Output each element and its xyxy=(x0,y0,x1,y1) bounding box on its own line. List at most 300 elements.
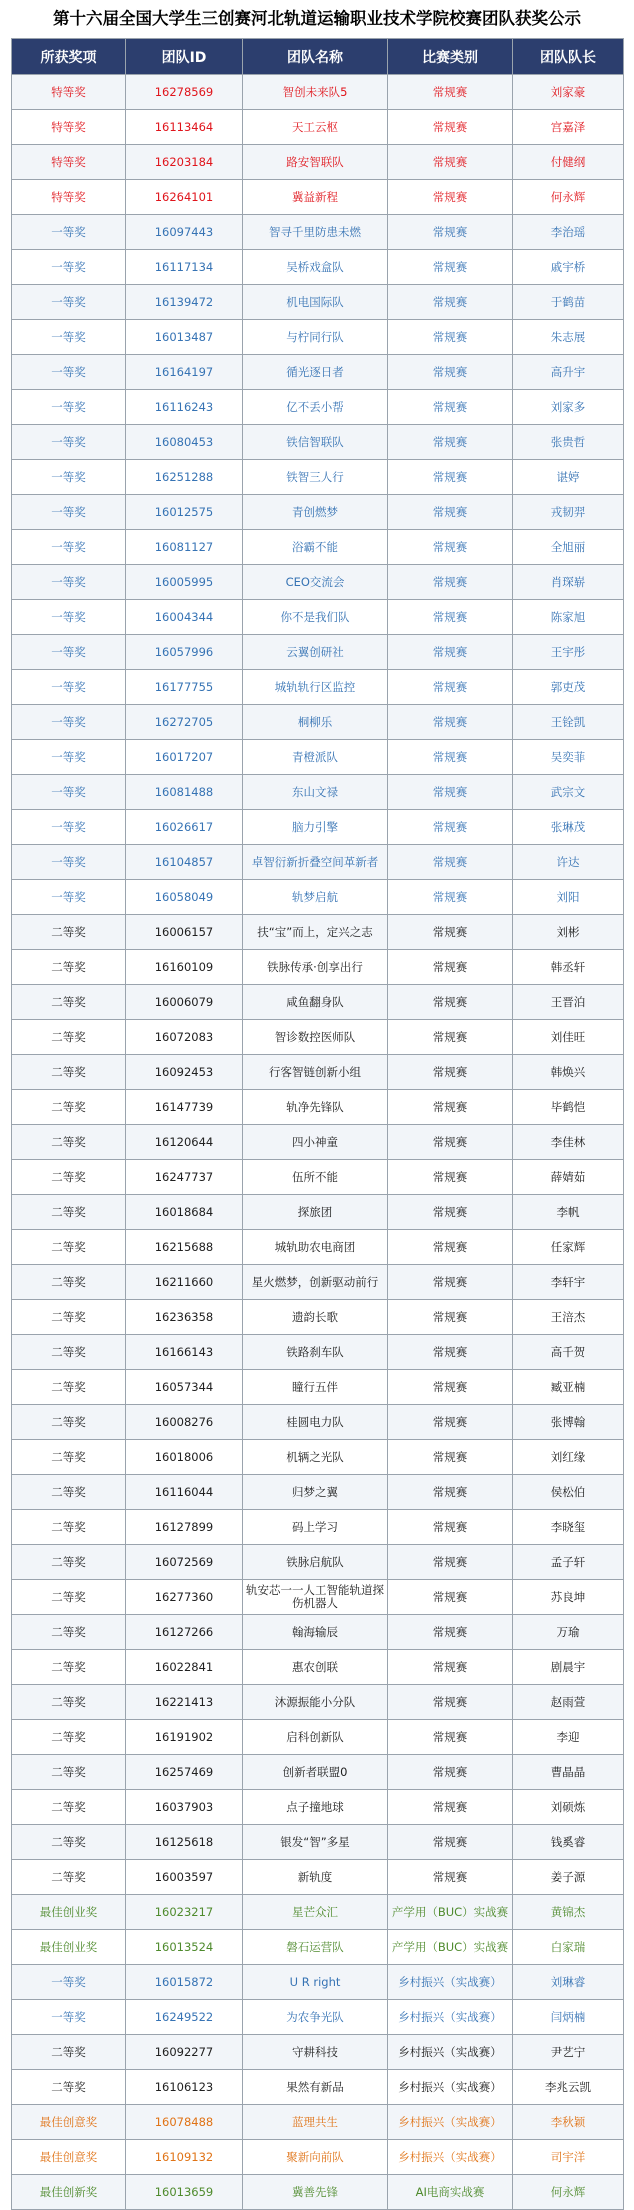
table-row xyxy=(12,1195,624,1230)
team-id-cell: 16078488 xyxy=(126,2105,243,2140)
team-id-cell: 16008276 xyxy=(126,1405,243,1440)
award-cell: 特等奖 xyxy=(12,75,126,110)
award-cell: 二等奖 xyxy=(12,2070,126,2105)
captain-cell: 宫嘉泽 xyxy=(513,110,624,145)
team-name-cell: 铁信智联队 xyxy=(243,425,388,460)
team-id-cell: 16215688 xyxy=(126,1230,243,1265)
table-row xyxy=(12,495,624,530)
team-name-cell: 归梦之翼 xyxy=(243,1475,388,1510)
captain-cell: 薛婧茹 xyxy=(513,1160,624,1195)
team-id-cell: 16018684 xyxy=(126,1195,243,1230)
team-id-cell: 16092277 xyxy=(126,2035,243,2070)
award-cell: 二等奖 xyxy=(12,985,126,1020)
table-row xyxy=(12,2105,624,2140)
award-cell: 二等奖 xyxy=(12,1685,126,1720)
award-cell: 二等奖 xyxy=(12,1510,126,1545)
team-id-cell: 16116044 xyxy=(126,1475,243,1510)
category-cell: AI电商实战赛 xyxy=(388,2175,513,2210)
team-name-cell: 冀益新程 xyxy=(243,180,388,215)
captain-cell: 刘阳 xyxy=(513,880,624,915)
team-name-cell: 智诊数控医师队 xyxy=(243,1020,388,1055)
team-name-cell: 启科创新队 xyxy=(243,1720,388,1755)
captain-cell: 钱奚睿 xyxy=(513,1825,624,1860)
table-row xyxy=(12,1230,624,1265)
team-name-cell: 惠农创联 xyxy=(243,1650,388,1685)
category-cell: 产学用（BUC）实战赛 xyxy=(388,1930,513,1965)
team-id-cell: 16236358 xyxy=(126,1300,243,1335)
category-cell: 常规赛 xyxy=(388,1615,513,1650)
team-name-cell: 探旅团 xyxy=(243,1195,388,1230)
category-cell: 常规赛 xyxy=(388,1440,513,1475)
category-cell: 常规赛 xyxy=(388,1580,513,1615)
table-row xyxy=(12,565,624,600)
category-cell: 常规赛 xyxy=(388,1405,513,1440)
award-cell: 二等奖 xyxy=(12,1475,126,1510)
table-row xyxy=(12,1825,624,1860)
category-cell: 常规赛 xyxy=(388,1230,513,1265)
team-id-cell: 16139472 xyxy=(126,285,243,320)
team-id-cell: 16147739 xyxy=(126,1090,243,1125)
captain-cell: 张贵哲 xyxy=(513,425,624,460)
table-row xyxy=(12,1510,624,1545)
table-row xyxy=(12,285,624,320)
team-name-cell: 四小神童 xyxy=(243,1125,388,1160)
team-id-cell: 16097443 xyxy=(126,215,243,250)
team-id-cell: 16125618 xyxy=(126,1825,243,1860)
table-row xyxy=(12,915,624,950)
team-id-cell: 16203184 xyxy=(126,145,243,180)
team-name-cell: 浴霸不能 xyxy=(243,530,388,565)
category-cell: 常规赛 xyxy=(388,215,513,250)
award-cell: 一等奖 xyxy=(12,705,126,740)
table-row xyxy=(12,110,624,145)
captain-cell: 高升宇 xyxy=(513,355,624,390)
captain-cell: 张博翰 xyxy=(513,1405,624,1440)
table-row xyxy=(12,670,624,705)
award-cell: 一等奖 xyxy=(12,845,126,880)
team-id-cell: 16057344 xyxy=(126,1370,243,1405)
table-row xyxy=(12,2035,624,2070)
team-name-cell: 循光逐日者 xyxy=(243,355,388,390)
captain-cell: 李佳林 xyxy=(513,1125,624,1160)
table-row xyxy=(12,880,624,915)
category-cell: 常规赛 xyxy=(388,775,513,810)
table-row xyxy=(12,950,624,985)
award-cell: 一等奖 xyxy=(12,565,126,600)
team-id-cell: 16013524 xyxy=(126,1930,243,1965)
award-cell: 一等奖 xyxy=(12,320,126,355)
category-cell: 常规赛 xyxy=(388,950,513,985)
category-cell: 常规赛 xyxy=(388,705,513,740)
team-id-cell: 16278569 xyxy=(126,75,243,110)
table-row xyxy=(12,1545,624,1580)
team-id-cell: 16127899 xyxy=(126,1510,243,1545)
captain-cell: 何永辉 xyxy=(513,2175,624,2210)
team-id-cell: 16092453 xyxy=(126,1055,243,1090)
team-name-cell: 青创燃梦 xyxy=(243,495,388,530)
team-name-cell: 吴桥戏盒队 xyxy=(243,250,388,285)
category-cell: 乡村振兴（实战赛） xyxy=(388,2070,513,2105)
team-id-cell: 16264101 xyxy=(126,180,243,215)
category-cell: 乡村振兴（实战赛） xyxy=(388,1965,513,2000)
award-cell: 二等奖 xyxy=(12,1825,126,1860)
team-id-cell: 16160109 xyxy=(126,950,243,985)
award-cell: 一等奖 xyxy=(12,1965,126,2000)
team-name-cell: 蓝理共生 xyxy=(243,2105,388,2140)
category-cell: 常规赛 xyxy=(388,670,513,705)
award-table-body xyxy=(12,75,624,2210)
team-name-cell: 果然有新品 xyxy=(243,2070,388,2105)
team-name-cell: 城轨轨行区监控 xyxy=(243,670,388,705)
category-cell: 产学用（BUC）实战赛 xyxy=(388,1895,513,1930)
table-row xyxy=(12,1160,624,1195)
team-name-cell: 扶“宝”而上，定兴之志 xyxy=(243,915,388,950)
captain-cell: 司宇洋 xyxy=(513,2140,624,2175)
team-name-cell: 创新者联盟0 xyxy=(243,1755,388,1790)
captain-cell: 黄锦杰 xyxy=(513,1895,624,1930)
captain-cell: 于鹤苗 xyxy=(513,285,624,320)
team-name-cell: CEO交流会 xyxy=(243,565,388,600)
column-header-category: 比赛类别 xyxy=(388,39,513,75)
award-cell: 一等奖 xyxy=(12,460,126,495)
award-cell: 二等奖 xyxy=(12,1615,126,1650)
category-cell: 常规赛 xyxy=(388,495,513,530)
category-cell: 常规赛 xyxy=(388,1370,513,1405)
award-cell: 二等奖 xyxy=(12,1545,126,1580)
captain-cell: 任家辉 xyxy=(513,1230,624,1265)
table-row xyxy=(12,740,624,775)
table-row xyxy=(12,1265,624,1300)
table-row xyxy=(12,180,624,215)
category-cell: 常规赛 xyxy=(388,1160,513,1195)
team-name-cell: U R right xyxy=(243,1965,388,2000)
table-row xyxy=(12,2175,624,2210)
team-id-cell: 16026617 xyxy=(126,810,243,845)
award-cell: 一等奖 xyxy=(12,635,126,670)
category-cell: 常规赛 xyxy=(388,810,513,845)
team-name-cell: 东山文禄 xyxy=(243,775,388,810)
team-id-cell: 16116243 xyxy=(126,390,243,425)
team-name-cell: 翰海输辰 xyxy=(243,1615,388,1650)
category-cell: 常规赛 xyxy=(388,285,513,320)
table-row xyxy=(12,320,624,355)
category-cell: 常规赛 xyxy=(388,1265,513,1300)
captain-cell: 赵雨萱 xyxy=(513,1685,624,1720)
table-row xyxy=(12,215,624,250)
category-cell: 常规赛 xyxy=(388,985,513,1020)
team-id-cell: 16022841 xyxy=(126,1650,243,1685)
captain-cell: 吴奕菲 xyxy=(513,740,624,775)
category-cell: 常规赛 xyxy=(388,1720,513,1755)
team-name-cell: 遗韵长歌 xyxy=(243,1300,388,1335)
team-id-cell: 16006157 xyxy=(126,915,243,950)
team-id-cell: 16004344 xyxy=(126,600,243,635)
captain-cell: 武宗文 xyxy=(513,775,624,810)
table-row xyxy=(12,460,624,495)
award-cell: 二等奖 xyxy=(12,915,126,950)
team-name-cell: 桐柳乐 xyxy=(243,705,388,740)
team-id-cell: 16164197 xyxy=(126,355,243,390)
captain-cell: 刘硕炼 xyxy=(513,1790,624,1825)
award-cell: 二等奖 xyxy=(12,1860,126,1895)
award-cell: 二等奖 xyxy=(12,1790,126,1825)
table-row xyxy=(12,1860,624,1895)
team-name-cell: 磐石运营队 xyxy=(243,1930,388,1965)
team-name-cell: 机辆之光队 xyxy=(243,1440,388,1475)
category-cell: 常规赛 xyxy=(388,1335,513,1370)
table-row xyxy=(12,985,624,1020)
team-id-cell: 16251288 xyxy=(126,460,243,495)
award-cell: 一等奖 xyxy=(12,2000,126,2035)
captain-cell: 李治瑶 xyxy=(513,215,624,250)
table-row xyxy=(12,2000,624,2035)
award-cell: 二等奖 xyxy=(12,2035,126,2070)
award-cell: 二等奖 xyxy=(12,1335,126,1370)
captain-cell: 王晋泊 xyxy=(513,985,624,1020)
captain-cell: 白家瑞 xyxy=(513,1930,624,1965)
team-id-cell: 16037903 xyxy=(126,1790,243,1825)
captain-cell: 全旭丽 xyxy=(513,530,624,565)
team-id-cell: 16127266 xyxy=(126,1615,243,1650)
captain-cell: 刘红缘 xyxy=(513,1440,624,1475)
team-id-cell: 16017207 xyxy=(126,740,243,775)
award-cell: 二等奖 xyxy=(12,1160,126,1195)
table-row xyxy=(12,2070,624,2105)
category-cell: 乡村振兴（实战赛） xyxy=(388,2140,513,2175)
team-name-cell: 新轨度 xyxy=(243,1860,388,1895)
category-cell: 常规赛 xyxy=(388,250,513,285)
category-cell: 常规赛 xyxy=(388,1825,513,1860)
category-cell: 常规赛 xyxy=(388,1650,513,1685)
team-id-cell: 16247737 xyxy=(126,1160,243,1195)
table-row xyxy=(12,355,624,390)
team-id-cell: 16072569 xyxy=(126,1545,243,1580)
team-id-cell: 16166143 xyxy=(126,1335,243,1370)
award-cell: 一等奖 xyxy=(12,495,126,530)
table-row xyxy=(12,1125,624,1160)
team-id-cell: 16221413 xyxy=(126,1685,243,1720)
award-cell: 一等奖 xyxy=(12,810,126,845)
team-id-cell: 16272705 xyxy=(126,705,243,740)
team-name-cell: 轨安芯一一人工智能轨道探伤机器人 xyxy=(243,1580,388,1615)
captain-cell: 剧晨宇 xyxy=(513,1650,624,1685)
team-name-cell: 铁脉启航队 xyxy=(243,1545,388,1580)
table-row xyxy=(12,845,624,880)
captain-cell: 孟子轩 xyxy=(513,1545,624,1580)
table-row xyxy=(12,1300,624,1335)
team-name-cell: 云翼创研社 xyxy=(243,635,388,670)
captain-cell: 王宇彤 xyxy=(513,635,624,670)
team-id-cell: 16005995 xyxy=(126,565,243,600)
team-name-cell: 青橙派队 xyxy=(243,740,388,775)
table-row xyxy=(12,1335,624,1370)
table-row xyxy=(12,1685,624,1720)
team-id-cell: 16072083 xyxy=(126,1020,243,1055)
team-id-cell: 16113464 xyxy=(126,110,243,145)
team-name-cell: 点子撞地球 xyxy=(243,1790,388,1825)
category-cell: 常规赛 xyxy=(388,1860,513,1895)
team-name-cell: 与柠同行队 xyxy=(243,320,388,355)
team-name-cell: 轨净先锋队 xyxy=(243,1090,388,1125)
table-row xyxy=(12,1580,624,1615)
captain-cell: 李秋颖 xyxy=(513,2105,624,2140)
category-cell: 常规赛 xyxy=(388,1510,513,1545)
award-cell: 最佳创意奖 xyxy=(12,2105,126,2140)
award-cell: 二等奖 xyxy=(12,1720,126,1755)
award-table xyxy=(11,38,624,2210)
captain-cell: 曹晶晶 xyxy=(513,1755,624,1790)
team-id-cell: 16057996 xyxy=(126,635,243,670)
team-name-cell: 星火燃梦，创新驱动前行 xyxy=(243,1265,388,1300)
team-id-cell: 16058049 xyxy=(126,880,243,915)
team-name-cell: 铁脉传承·创享出行 xyxy=(243,950,388,985)
category-cell: 常规赛 xyxy=(388,1300,513,1335)
team-id-cell: 16003597 xyxy=(126,1860,243,1895)
table-row xyxy=(12,390,624,425)
team-name-cell: 你不是我们队 xyxy=(243,600,388,635)
captain-cell: 刘彬 xyxy=(513,915,624,950)
team-id-cell: 16249522 xyxy=(126,2000,243,2035)
team-id-cell: 16081488 xyxy=(126,775,243,810)
table-row xyxy=(12,1720,624,1755)
award-cell: 二等奖 xyxy=(12,950,126,985)
team-id-cell: 16081127 xyxy=(126,530,243,565)
team-name-cell: 银发“智”多星 xyxy=(243,1825,388,1860)
team-id-cell: 16277360 xyxy=(126,1580,243,1615)
captain-cell: 刘琳睿 xyxy=(513,1965,624,2000)
table-row xyxy=(12,1440,624,1475)
category-cell: 常规赛 xyxy=(388,180,513,215)
captain-cell: 肖琛崭 xyxy=(513,565,624,600)
captain-cell: 高千贺 xyxy=(513,1335,624,1370)
category-cell: 常规赛 xyxy=(388,565,513,600)
captain-cell: 侯松伯 xyxy=(513,1475,624,1510)
table-row xyxy=(12,705,624,740)
category-cell: 常规赛 xyxy=(388,740,513,775)
table-row xyxy=(12,145,624,180)
award-cell: 二等奖 xyxy=(12,1265,126,1300)
table-row xyxy=(12,1930,624,1965)
captain-cell: 何永辉 xyxy=(513,180,624,215)
team-id-cell: 16013659 xyxy=(126,2175,243,2210)
category-cell: 常规赛 xyxy=(388,460,513,495)
captain-cell: 毕鹤恺 xyxy=(513,1090,624,1125)
award-cell: 一等奖 xyxy=(12,250,126,285)
captain-cell: 万瑜 xyxy=(513,1615,624,1650)
category-cell: 乡村振兴（实战赛） xyxy=(388,2000,513,2035)
captain-cell: 许达 xyxy=(513,845,624,880)
table-row xyxy=(12,2140,624,2175)
category-cell: 常规赛 xyxy=(388,1195,513,1230)
table-row xyxy=(12,425,624,460)
category-cell: 常规赛 xyxy=(388,145,513,180)
award-cell: 二等奖 xyxy=(12,1195,126,1230)
award-cell: 最佳创意奖 xyxy=(12,2140,126,2175)
table-row xyxy=(12,1895,624,1930)
award-cell: 一等奖 xyxy=(12,775,126,810)
award-cell: 一等奖 xyxy=(12,285,126,320)
team-name-cell: 冀善先锋 xyxy=(243,2175,388,2210)
team-name-cell: 亿不丢小帮 xyxy=(243,390,388,425)
table-row xyxy=(12,1965,624,2000)
table-row xyxy=(12,1790,624,1825)
team-name-cell: 机电国际队 xyxy=(243,285,388,320)
category-cell: 常规赛 xyxy=(388,1125,513,1160)
page-title: 第十六届全国大学生三创赛河北轨道运输职业技术学院校赛团队获奖公示 xyxy=(53,9,581,28)
category-cell: 常规赛 xyxy=(388,75,513,110)
column-header-team-name: 团队名称 xyxy=(243,39,388,75)
table-row xyxy=(12,1615,624,1650)
captain-cell: 尹艺宁 xyxy=(513,2035,624,2070)
captain-cell: 陈家旭 xyxy=(513,600,624,635)
team-name-cell: 行客智链创新小组 xyxy=(243,1055,388,1090)
team-id-cell: 16023217 xyxy=(126,1895,243,1930)
team-id-cell: 16191902 xyxy=(126,1720,243,1755)
award-cell: 二等奖 xyxy=(12,1300,126,1335)
table-row xyxy=(12,530,624,565)
table-row xyxy=(12,600,624,635)
category-cell: 常规赛 xyxy=(388,1020,513,1055)
award-cell: 二等奖 xyxy=(12,1755,126,1790)
award-cell: 特等奖 xyxy=(12,110,126,145)
captain-cell: 李帆 xyxy=(513,1195,624,1230)
category-cell: 常规赛 xyxy=(388,1475,513,1510)
award-cell: 一等奖 xyxy=(12,355,126,390)
team-id-cell: 16211660 xyxy=(126,1265,243,1300)
captain-cell: 李轩宇 xyxy=(513,1265,624,1300)
award-cell: 二等奖 xyxy=(12,1230,126,1265)
category-cell: 乡村振兴（实战赛） xyxy=(388,2035,513,2070)
category-cell: 常规赛 xyxy=(388,1790,513,1825)
award-cell: 最佳创业奖 xyxy=(12,1895,126,1930)
award-cell: 一等奖 xyxy=(12,600,126,635)
category-cell: 常规赛 xyxy=(388,880,513,915)
captain-cell: 朱志展 xyxy=(513,320,624,355)
award-cell: 二等奖 xyxy=(12,1405,126,1440)
captain-cell: 姜子源 xyxy=(513,1860,624,1895)
table-row xyxy=(12,1370,624,1405)
award-cell: 二等奖 xyxy=(12,1650,126,1685)
team-id-cell: 16018006 xyxy=(126,1440,243,1475)
category-cell: 常规赛 xyxy=(388,425,513,460)
captain-cell: 刘家多 xyxy=(513,390,624,425)
team-id-cell: 16257469 xyxy=(126,1755,243,1790)
team-name-cell: 铁路刹车队 xyxy=(243,1335,388,1370)
category-cell: 常规赛 xyxy=(388,1545,513,1580)
team-name-cell: 瞳行五伴 xyxy=(243,1370,388,1405)
captain-cell: 李兆云凯 xyxy=(513,2070,624,2105)
captain-cell: 韩焕兴 xyxy=(513,1055,624,1090)
table-row xyxy=(12,1650,624,1685)
captain-cell: 戚宇桥 xyxy=(513,250,624,285)
award-cell: 特等奖 xyxy=(12,145,126,180)
team-name-cell: 卓智衍新折叠空间革新者 xyxy=(243,845,388,880)
category-cell: 常规赛 xyxy=(388,915,513,950)
team-name-cell: 铁智三人行 xyxy=(243,460,388,495)
category-cell: 常规赛 xyxy=(388,1755,513,1790)
table-row xyxy=(12,1090,624,1125)
award-cell: 最佳创新奖 xyxy=(12,2175,126,2210)
captain-cell: 李迎 xyxy=(513,1720,624,1755)
category-cell: 常规赛 xyxy=(388,1090,513,1125)
category-cell: 常规赛 xyxy=(388,110,513,145)
team-name-cell: 守耕科技 xyxy=(243,2035,388,2070)
team-id-cell: 16109132 xyxy=(126,2140,243,2175)
table-row xyxy=(12,1405,624,1440)
category-cell: 乡村振兴（实战赛） xyxy=(388,2105,513,2140)
captain-cell: 苏良坤 xyxy=(513,1580,624,1615)
team-name-cell: 智创未来队5 xyxy=(243,75,388,110)
